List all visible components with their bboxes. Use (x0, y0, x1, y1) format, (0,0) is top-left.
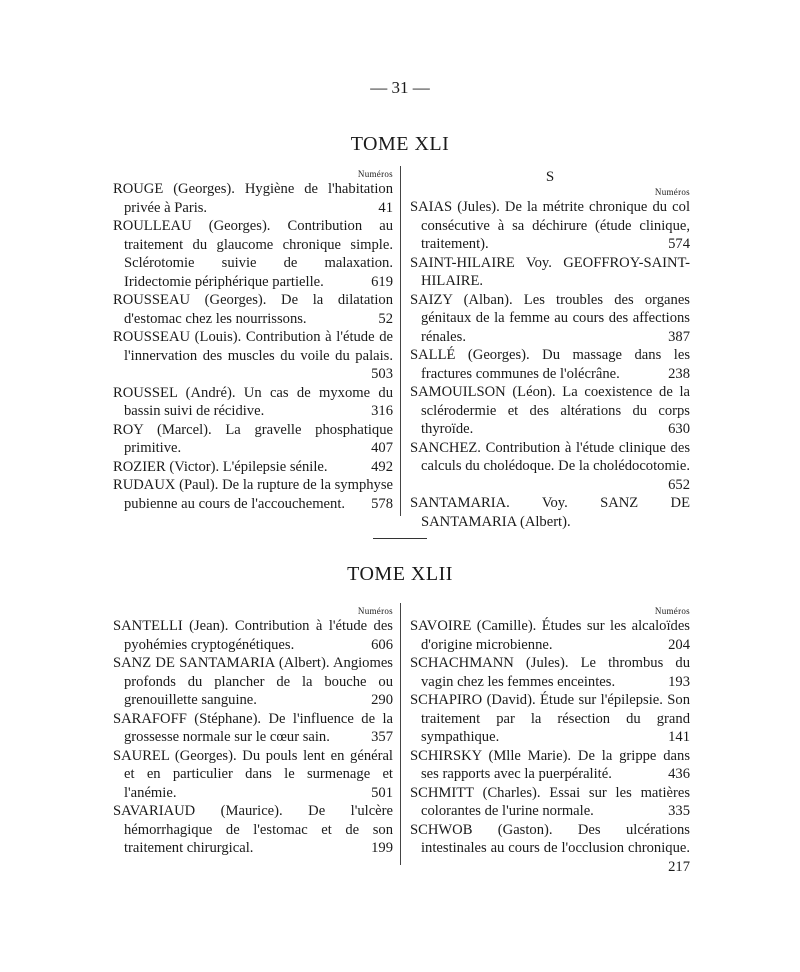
section-separator (373, 538, 427, 539)
index-entry (410, 494, 690, 531)
entry-text: SAMOUILSON (Léon). La coexistence de la sclérodermie et des altérations du corps thyroïde. (410, 384, 690, 437)
entry-text: SCHIRSKY (Mlle Marie). De la grippe dans ses rapports avec la puerpéralité. (410, 747, 690, 782)
entry-text: SAVARIAUD (Maurice). De l'ulcère hémorrhagique de l'estomac et de son traitement chirurgical. (113, 803, 393, 856)
page-number: — 31 — (370, 78, 430, 97)
entry-number: 436 (664, 765, 690, 784)
entry-text: RUDAUX (Paul). De la rupture de la symphyse pubienne au cours de l'accouchement. (113, 477, 393, 512)
index-entry (113, 654, 393, 710)
index-entry (410, 291, 690, 347)
entry-number: 199 (367, 839, 393, 858)
entry-number: 193 (664, 673, 690, 692)
tome-xli-title: TOME XLI (350, 133, 450, 155)
entry-text: SALLÉ (Georges). Du massage dans les fractures communes de l'olécrâne. (410, 347, 690, 382)
entry-text: ROZIER (Victor). L'épilepsie sénile. (113, 458, 328, 475)
entry-text: SCHMITT (Charles). Essai sur les matières colorantes de l'urine normale. (410, 784, 690, 819)
entry-number: 238 (664, 365, 690, 384)
entry-text: SCHWOB (Gaston). Des ulcérations intestinales au cours de l'occlusion chronique. (410, 821, 690, 856)
entry-text: SANTAMARIA. Voy. SANZ DE SANTAMARIA (Albert). (410, 495, 690, 530)
index-entry (410, 346, 690, 383)
numeros-label: Numéros (357, 606, 393, 616)
entry-number: 357 (367, 728, 393, 747)
entry-number: 52 (374, 310, 393, 329)
entry-text: SAUREL (Georges). Du pouls lent en général et en particulier dans le surmenage et l'anémie. (113, 747, 393, 801)
entry-number: 606 (367, 636, 393, 655)
numeros-label: Numéros (357, 169, 393, 179)
entry-text: SAVOIRE (Camille). Études sur les alcaloïdes d'origine microbienne. (410, 618, 690, 653)
tome-xlii-right-column (410, 605, 690, 876)
index-entry (113, 617, 393, 654)
index-entry (113, 217, 393, 291)
column-divider (400, 603, 401, 865)
entry-text: ROY (Marcel). La gravelle phosphatique primitive. (113, 421, 393, 456)
index-entry (113, 421, 393, 458)
numeros-label: Numéros (654, 606, 690, 616)
index-entry (410, 383, 690, 439)
entry-text: ROULLEAU (Georges). Contribution au traitement du glaucome chronique simple. Sclérotomie suivie de malaxation. Iridectomie périphérique partielle. (113, 218, 393, 290)
entry-text: SCHACHMANN (Jules). Le thrombus du vagin chez les femmes enceintes. (410, 655, 690, 690)
index-entry (410, 691, 690, 747)
entry-text: SAIAS (Jules). De la métrite chronique du col consécutive à sa déchirure (étude clinique, traitement). (410, 199, 690, 252)
tome-xli-right-column (410, 168, 690, 531)
entry-number: 387 (664, 328, 690, 347)
index-entry (113, 802, 393, 858)
entry-text: ROUSSEAU (Georges). De la dilatation d'estomac chez les nourrissons. (113, 292, 393, 327)
index-entry (410, 439, 690, 495)
index-entry (113, 747, 393, 803)
entry-number: 217 (664, 858, 690, 877)
entry-text: SANZ DE SANTAMARIA (Albert). Angiomes profonds du plancher de la bouche ou grenouillette sanguine. (113, 655, 393, 708)
index-entry (113, 458, 393, 477)
numeros-label: Numéros (654, 187, 690, 197)
index-entry (410, 784, 690, 821)
entry-number: 501 (367, 784, 393, 803)
entry-text: ROUGE (Georges). Hygiène de l'habitation privée à Paris. (113, 181, 393, 216)
index-entry (113, 291, 393, 328)
index-entry (113, 384, 393, 421)
tome-xlii-title: TOME XLII (347, 563, 453, 585)
entry-number: 141 (664, 728, 690, 747)
entry-number: 578 (367, 495, 393, 514)
index-entry (113, 476, 393, 513)
entry-text: SANTELLI (Jean). Contribution à l'étude des pyohémies cryptogénétiques. (113, 618, 393, 653)
column-divider (400, 166, 401, 516)
entry-number: 492 (367, 458, 393, 477)
entry-number: 204 (664, 636, 690, 655)
entry-text: SCHAPIRO (David). Étude sur l'épilepsie. Son traitement par la résection du grand sympathique. (410, 692, 690, 745)
entry-text: ROUSSEAU (Louis). Contribution à l'étude de l'innervation des muscles du voile du palais. (113, 329, 393, 364)
index-entry (410, 198, 690, 254)
index-entry (410, 747, 690, 784)
entry-number: 41 (374, 199, 393, 218)
entry-text: SAINT-HILAIRE Voy. GEOFFROY-SAINT-HILAIRE. (410, 254, 690, 289)
entry-number: 407 (367, 439, 393, 458)
tome-xlii-left-column (113, 605, 393, 858)
index-entry (410, 654, 690, 691)
entry-number: 574 (664, 235, 690, 254)
index-entry (410, 617, 690, 654)
section-letter: S (545, 169, 555, 185)
entry-number: 652 (664, 476, 690, 495)
entry-number: 290 (367, 691, 393, 710)
entry-number: 335 (664, 802, 690, 821)
index-entry (113, 328, 393, 384)
index-entry (113, 710, 393, 747)
entry-number: 619 (367, 273, 393, 292)
entry-text: SAIZY (Alban). Les troubles des organes génitaux de la femme au cours des affections rénales. (410, 291, 690, 345)
index-entry (410, 254, 690, 291)
entry-number: 503 (367, 365, 393, 384)
entry-text: SANCHEZ. Contribution à l'étude clinique des calculs du cholédoque. De la cholédocotomie. (410, 439, 690, 474)
entry-number: 630 (664, 420, 690, 439)
entry-text: SARAFOFF (Stéphane). De l'influence de la grossesse normale sur le cœur sain. (113, 710, 393, 745)
index-entry (410, 821, 690, 877)
entry-text: ROUSSEL (André). Un cas de myxome du bassin suivi de récidive. (113, 384, 393, 419)
tome-xli-left-column (113, 168, 393, 513)
entry-number: 316 (367, 402, 393, 421)
index-entry (113, 180, 393, 217)
